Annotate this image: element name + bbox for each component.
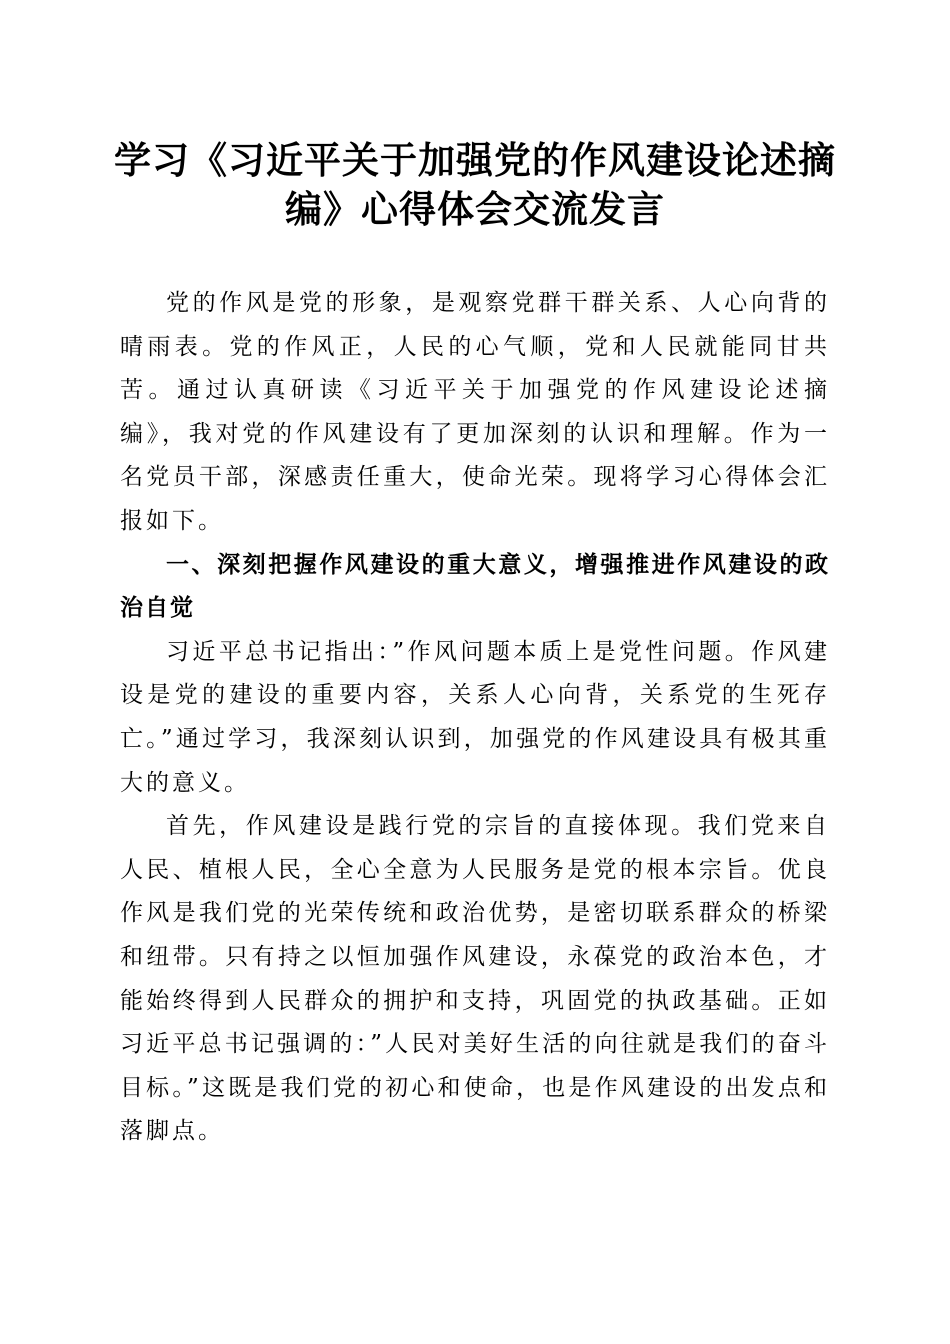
quote-paragraph: 习近平总书记指出：”作风问题本质上是党性问题。作风建设是党的建设的重要内容，关系人心向背，关系党的生死存亡。”通过学习，我深刻认识到，加强党的作风建设具有极其重大的意义。 (120, 638, 830, 796)
title-line-1: 学习《习近平关于加强党的作风建设论述摘 (114, 138, 836, 182)
intro-paragraph: 党的作风是党的形象，是观察党群干群关系、人心向背的晴雨表。党的作风正，人民的心气顺，党和人民就能同甘共苦。通过认真研读《习近平关于加强党的作风建设论述摘编》，我对党的作风建设有了更加深刻的认识和理解。作为一名党员干部，深感责任重大，使命光荣。现将学习心得体会汇报如下。 (120, 290, 830, 534)
document-title (100, 136, 850, 234)
first-point-paragraph: 首先，作风建设是践行党的宗旨的直接体现。我们党来自人民、植根人民，全心全意为人民服务是党的根本宗旨。优良作风是我们党的光荣传统和政治优势，是密切联系群众的桥梁和纽带。只有持之以恒加强作风建设，永葆党的政治本色，才能始终得到人民群众的拥护和支持，巩固党的执政基础。正如习近平总书记强调的：”人民对美好生活的向往就是我们的奋斗目标。”这既是我们党的初心和使命，也是作风建设的出发点和落脚点。 (120, 813, 830, 1145)
section-heading-1: 一、深刻把握作风建设的重大意义，增强推进作风建设的政治自觉 (120, 551, 830, 622)
document-body (120, 282, 830, 1154)
title-line-2: 编》心得体会交流发言 (285, 187, 665, 231)
